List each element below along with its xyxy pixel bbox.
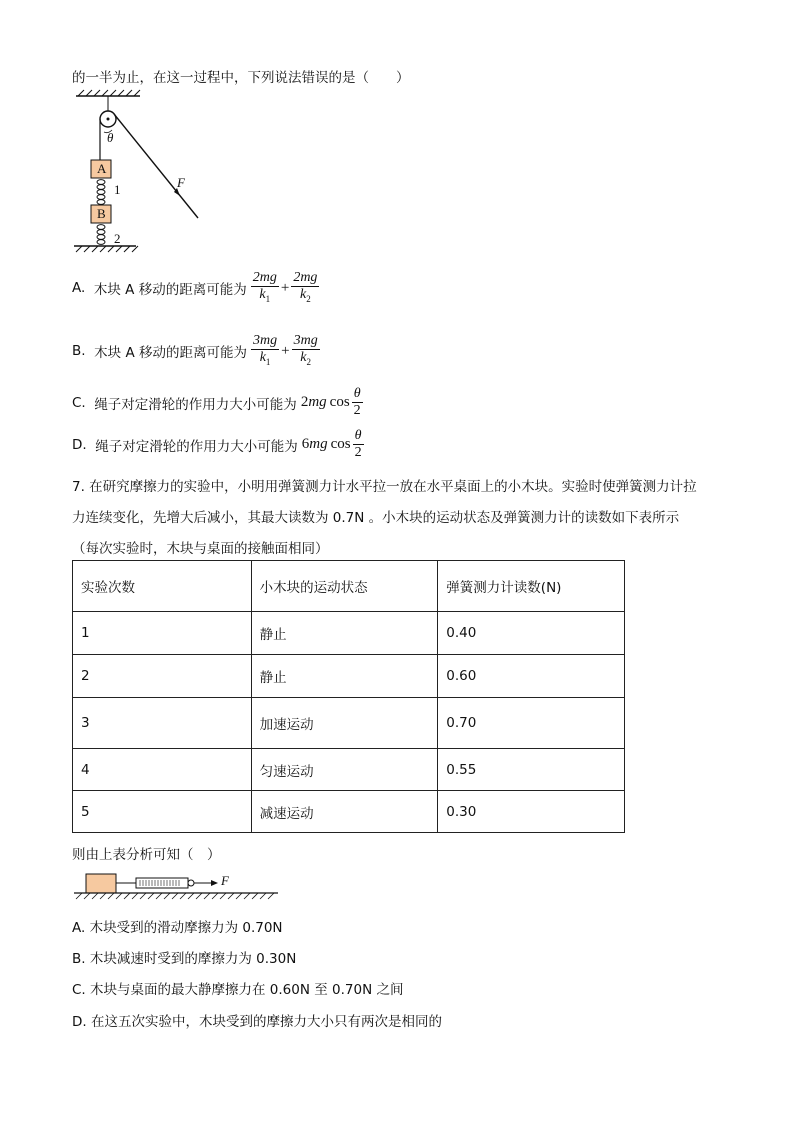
table-row: 1 静止 0.40 (73, 612, 625, 655)
force-label: F (177, 175, 185, 190)
spring-1-label: 1 (114, 182, 121, 197)
option-b-q7: B. 木块减速时受到的摩擦力为 0.30N (72, 951, 297, 967)
option-a-q6: A. 木块 A 移动的距离可能为 $\frac{2mg}{k_1}$ + $\frac{2mg}{k_2}$ (72, 270, 318, 304)
table-row: 5 减速运动 0.30 (73, 791, 625, 833)
option-d-q7: D. 在这五次实验中，木块受到的摩擦力大小只有两次是相同的 (72, 1014, 442, 1030)
table-header-row (73, 561, 625, 612)
q7-line-2: 力连续变化，先增大后减小，其最大读数为 0.7N 。小木块的运动状态及弹簧测力计的读数如下表所示 (72, 510, 680, 526)
spring-scale-figure (72, 868, 282, 902)
q7-question: 则由上表分析可知（ ） (72, 847, 221, 863)
table-row: 2 静止 0.60 (73, 655, 625, 698)
force-label-2: F (221, 873, 229, 888)
option-c-q7: C. 木块与桌面的最大静摩擦力在 0.60N 至 0.70N 之间 (72, 982, 404, 998)
option-d-q6: D. 绳子对定滑轮的作用力大小可能为 6 mg cos $\frac{\theta}{2}$ (72, 428, 362, 460)
header-state: 小木块的运动状态 (251, 561, 438, 612)
theta-label: θ (107, 130, 114, 145)
option-b-q6: B. 木块 A 移动的距离可能为 $\frac{3mg}{k_1}$ + $\frac{3mg}{k_2}$ (72, 333, 318, 367)
pulley-spring-figure (70, 88, 210, 258)
header-reading: 弹簧测力计读数(N) (438, 561, 625, 612)
block-a-label: A (97, 161, 107, 176)
intro-line: 的一半为止，在这一过程中，下列说法错误的是（ ） (72, 70, 410, 86)
option-a-q7: A. 木块受到的滑动摩擦力为 0.70N (72, 920, 283, 936)
spring-2-label: 2 (114, 231, 121, 246)
table-row: 3 加速运动 0.70 (73, 698, 625, 749)
option-c-q6: C. 绳子对定滑轮的作用力大小可能为 2 mg cos $\frac{\theta}{2}$ (72, 386, 361, 418)
block-b-label: B (97, 206, 106, 221)
q7-line-3: （每次实验时，木块与桌面的接触面相同） (72, 541, 329, 557)
header-trial: 实验次数 (73, 561, 252, 612)
table-row: 4 匀速运动 0.55 (73, 749, 625, 791)
q7-line-1: 7. 在研究摩擦力的实验中，小明用弹簧测力计水平拉一放在水平桌面上的小木块。实验时使弹簧测力计拉 (72, 479, 697, 495)
experiment-table (72, 560, 625, 833)
